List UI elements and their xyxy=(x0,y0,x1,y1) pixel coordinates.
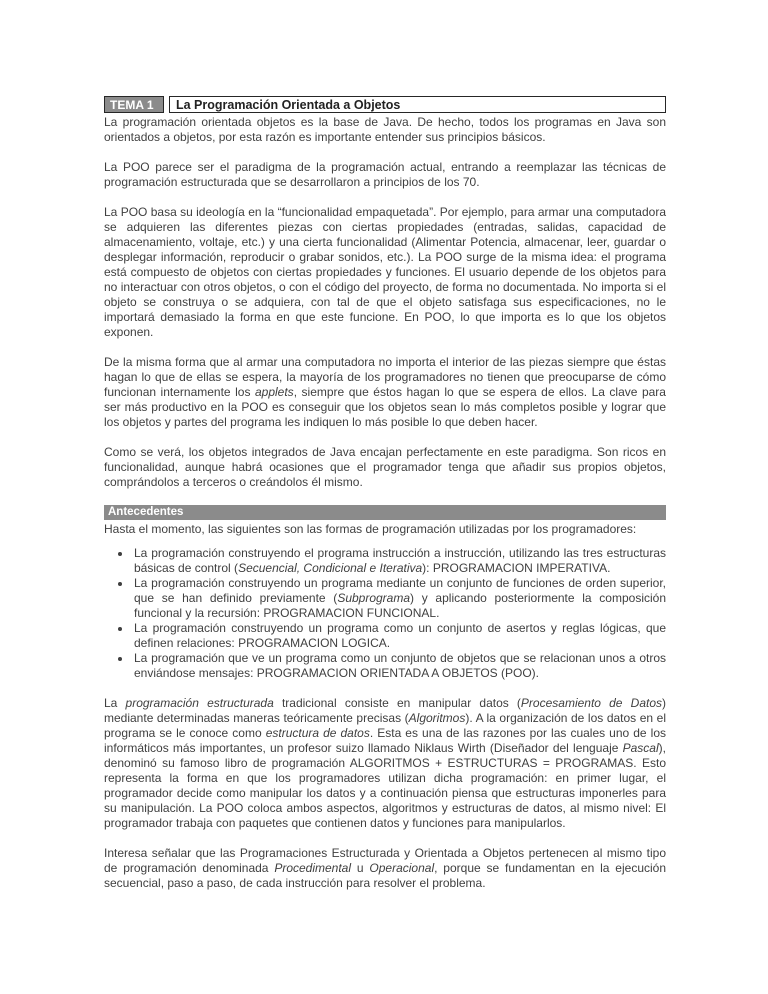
page-title: La Programación Orientada a Objetos xyxy=(169,96,666,113)
paragraph-procedimental: Interesa señalar que las Programaciones Estructurada y Orientada a Objetos pertenecen al mismo tipo de programación denominada Procedimental u Operacional, porque se fundamentan en la ejecución secuencial, paso a paso, de cada instrucción para resolver el problema. xyxy=(104,846,667,890)
tema-label: TEMA 1 xyxy=(104,96,164,113)
list-item-imperativa: • La programación construyendo el programa instrucción a instrucción, utilizando las tres estructuras básicas de control (Secuencial, Condicional e Iterativa): PROGRAMACION IMPERATIVA. xyxy=(132,546,666,576)
paragraph-antecedentes-lead: Hasta el momento, las siguientes son las formas de programación utilizadas por los programadores: xyxy=(104,522,637,536)
programming-forms-list xyxy=(104,546,666,681)
paragraph-intro-2: La POO parece ser el paradigma de la programación actual, entrando a reemplazar las técnicas de programación estructurada que se desarrollaron a principios de los 70. xyxy=(104,160,666,189)
paragraph-estructurada: La programación estructurada tradicional consiste en manipular datos (Procesamiento de Datos) mediante determinadas maneras teóricamente precisas (Algoritmos). A la organización de los datos en el programa se le conoce como estructura de datos. Esta es una de las razones por las cuales uno de los informáticos más importantes, un profesor suizo llamado Niklaus Wirth (Diseñador del lenguaje Pascal), denominó su famoso libro de programación ALGORITMOS + ESTRUCTURAS = PROGRAMAS. Esto representa la forma en que los programadores utilizan dicha programación: en primer lugar, el programador decide como manipular los datos y a continuación piensa que estructuras imponerles para su manipulación. La POO coloca ambos aspectos, algoritmos y estructuras de datos, al mismo nivel: El programador trabaja con paquetes que contienen datos y funciones para manipularlos. xyxy=(104,696,667,830)
paragraph-intro-3: La POO basa su ideología en la “funcionalidad empaquetada”. Por ejemplo, para armar una computadora se adquieren las diferentes piezas con ciertas propiedades (entradas, salidas, capacidad de almacenamiento, voltaje, etc.) y una cierta funcionalidad (Alimentar Potencia, almacenar, leer, guardar o desplegar información, reproducir o grabar sonidos, etc.). La POO surge de la misma idea: el programa está compuesto de objetos con ciertas propiedades y funciones. El usuario depende de los objetos para no interactuar con otros objetos, o con el código del proyecto, de forma no documentada. No importa si el objeto se construya o se adquiera, con tal de que el objeto satisfaga sus especificaciones, no le importará demasiado la forma en que este funcione. En POO, lo que importa es lo que los objetos exponen. xyxy=(104,205,666,339)
list-item-funcional: • La programación construyendo un programa mediante un conjunto de funciones de orden superior, que se han definido previamente (Subprograma) y aplicando posteriormente la composición funcional y la recursión: PROGRAMACION FUNCIONAL. xyxy=(132,576,666,621)
list-item-logica: • La programación construyendo un programa como un conjunto de asertos y reglas lógicas, que definen relaciones: PROGRAMACION LOGICA. xyxy=(132,621,666,651)
paragraph-intro-4: De la misma forma que al armar una computadora no importa el interior de las piezas siempre que éstas hagan lo que de ellas se espera, la mayoría de los programadores no tienen que preocuparse de cómo funcionan internamente los applets, siempre que éstos hagan lo que se espera de ellos. La clave para ser más productivo en la POO es conseguir que los objetos sean lo más completos posible y lograr que los objetos y partes del programa les indiquen lo más posible lo que deben hacer. xyxy=(104,355,666,429)
paragraph-intro-1: La programación orientada objetos es la base de Java. De hecho, todos los programas en Java son orientados a objetos, por esta razón es importante entender sus principios básicos. xyxy=(104,115,666,144)
document-page xyxy=(104,96,666,906)
section-heading-antecedentes: Antecedentes xyxy=(104,505,666,520)
tema-header xyxy=(104,96,666,113)
paragraph-intro-5: Como se verá, los objetos integrados de Java encajan perfectamente en este paradigma. Son ricos en funcionalidad, aunque habrá ocasiones que el programador tenga que añadir sus propios objetos, comprándolos a terceros o creándolos él mismo. xyxy=(104,445,666,489)
list-item-poo: • La programación que ve un programa como un conjunto de objetos que se relacionan unos a otros enviándose mensajes: PROGRAMACION ORIENTADA A OBJETOS (POO). xyxy=(132,651,666,681)
